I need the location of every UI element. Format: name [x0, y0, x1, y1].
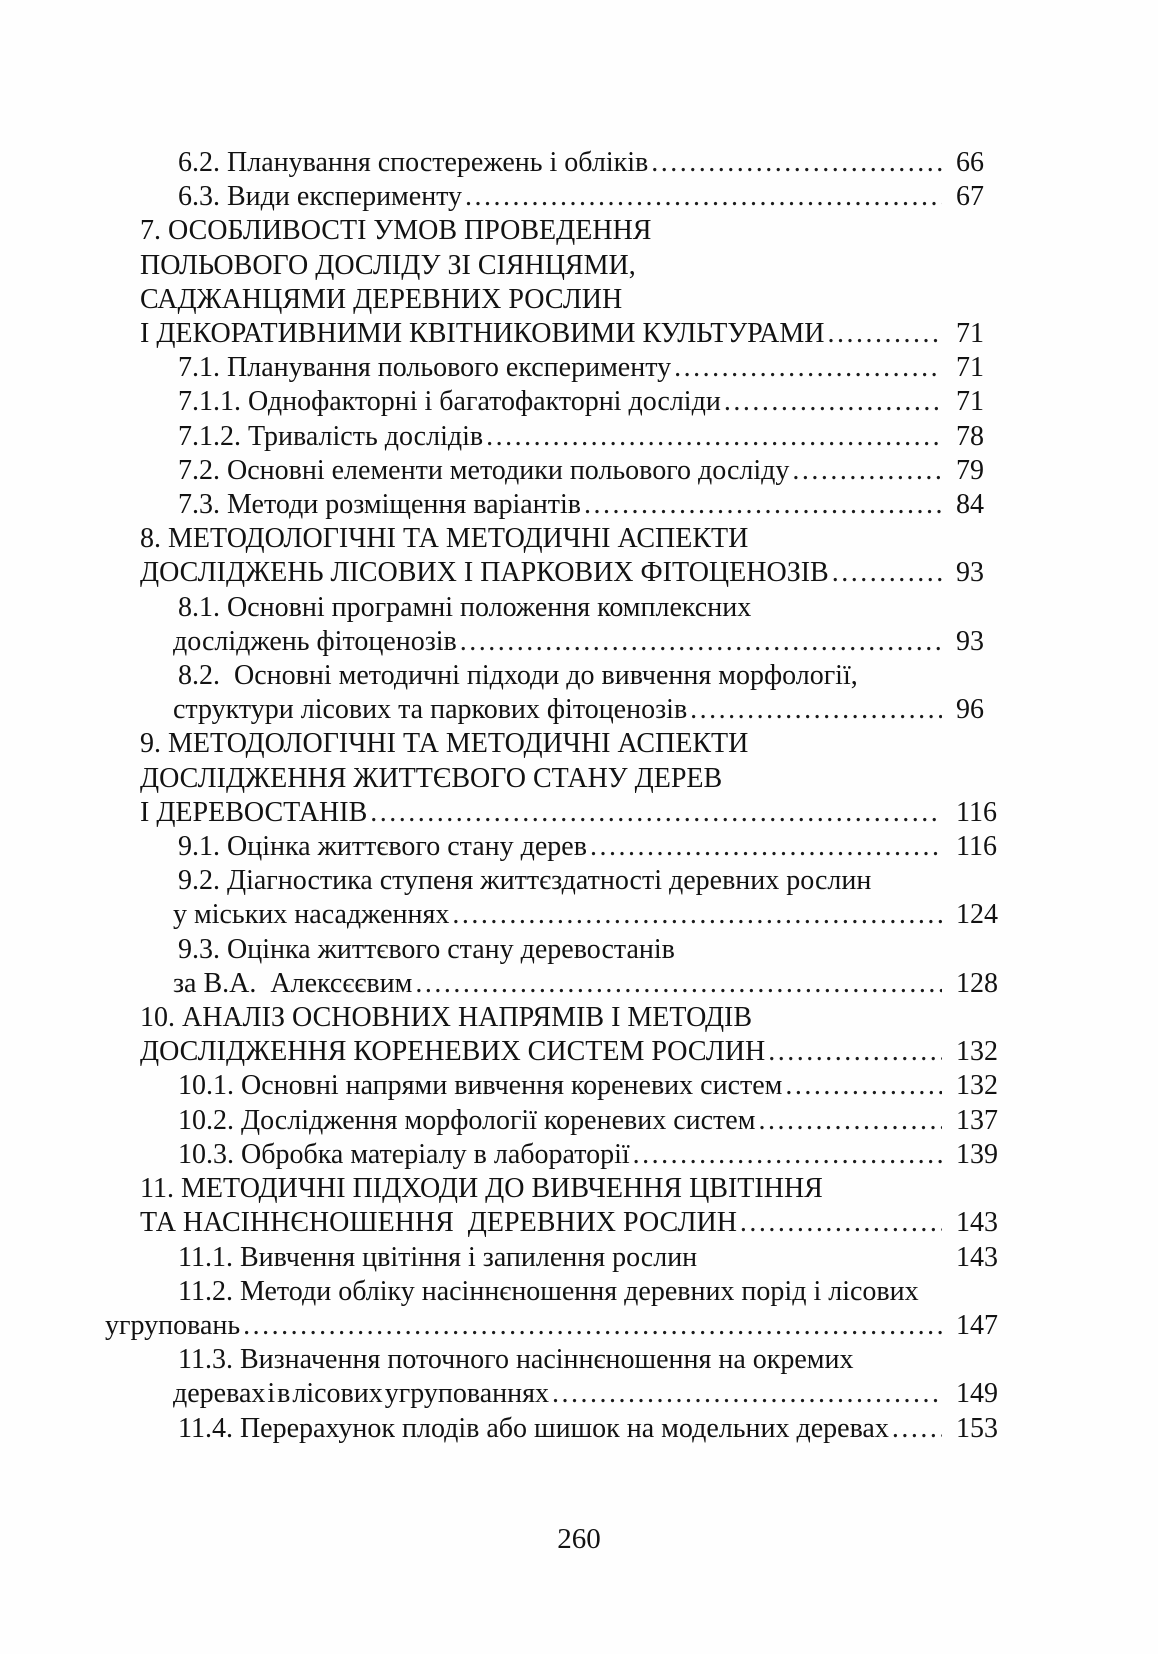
toc-row [178, 146, 1008, 180]
dot-leader [758, 1104, 942, 1138]
toc-page-number: 137 [956, 1104, 998, 1136]
toc-row [140, 214, 1008, 248]
toc-row [140, 249, 1008, 283]
toc-row [140, 727, 1008, 761]
dot-leader [584, 488, 942, 522]
toc-page-number: 78 [956, 420, 984, 452]
toc-entry-text: 10. АНАЛІЗ ОСНОВНИХ НАПРЯМІВ І МЕТОДІВ [140, 1002, 753, 1034]
dot-leader [827, 317, 942, 351]
dot-leader [465, 180, 942, 214]
dot-leader [768, 1035, 942, 1069]
toc-row [140, 1035, 1008, 1069]
toc-page-number: 66 [956, 147, 984, 178]
toc-entry-text: ДОСЛІДЖЕННЯ КОРЕНЕВИХ СИСТЕМ РОСЛИН [140, 1036, 766, 1068]
toc-page-number: 147 [956, 1309, 998, 1341]
dot-leader [370, 796, 942, 830]
toc-row [178, 1104, 1008, 1138]
dot-leader [651, 146, 942, 180]
toc-entry-text: 11.3. Визначення поточного насіннєношення на окремих [178, 1344, 854, 1376]
toc-row [178, 1412, 1008, 1446]
toc-entry-text: 9.1. Оцінка життєвого стану дерев [178, 831, 587, 863]
toc-entry-text: 7.1. Планування польового експерименту [178, 352, 672, 384]
toc-entry-text: 7.1.1. Однофакторні і багатофакторні досліди [178, 386, 721, 418]
toc-row [178, 864, 1008, 898]
toc-page-number: 128 [956, 967, 998, 999]
toc-page-number: 116 [956, 796, 997, 828]
dot-leader [690, 693, 942, 727]
dot-leader [243, 1309, 942, 1343]
toc-entry-text: деревах і в лісових угрупованнях [173, 1378, 549, 1410]
toc-row [140, 796, 1008, 830]
toc-entry-text: САДЖАНЦЯМИ ДЕРЕВНИХ РОСЛИН [140, 283, 623, 315]
toc-row [173, 693, 1008, 727]
toc-row [178, 351, 1008, 385]
toc-page-number: 149 [956, 1378, 998, 1410]
toc-entry-text: 9.2. Діагностика ступеня життєздатності деревних рослин [178, 865, 872, 897]
toc-entry-text: 6.2. Планування спостережень і обліків [178, 147, 649, 178]
toc-entry-text: 11.1. Вивчення цвітіння і запилення рослин [178, 1241, 698, 1273]
toc-row [140, 283, 1008, 317]
toc-page-number: 84 [956, 489, 984, 521]
toc-page-number: 143 [956, 1241, 998, 1273]
toc-entry-text: 7.3. Методи розміщення варіантів [178, 489, 581, 521]
toc-entry-text: 8.1. Основні програмні положення комплексних [178, 591, 752, 623]
dot-leader [892, 1412, 942, 1446]
toc-row [178, 1138, 1008, 1172]
toc-entry-text: за В.А. Алексєєвим [173, 967, 413, 999]
toc-entry-text: ДОСЛІДЖЕННЯ ЖИТТЄВОГО СТАНУ ДЕРЕВ [140, 762, 723, 794]
toc-entry-text: ДОСЛІДЖЕНЬ ЛІСОВИХ І ПАРКОВИХ ФІТОЦЕНОЗІВ [140, 557, 829, 589]
page-number: 260 [557, 1523, 601, 1555]
toc-entry-text: 8. МЕТОДОЛОГІЧНІ ТА МЕТОДИЧНІ АСПЕКТИ [140, 523, 749, 555]
toc-entry-text: 8.2. Основні методичні підходи до вивчення морфології, [178, 660, 858, 692]
toc-row [173, 625, 1008, 659]
toc-page-number: 116 [956, 831, 997, 863]
dot-leader [452, 898, 942, 932]
toc-row [178, 454, 1008, 488]
dot-leader [674, 351, 942, 385]
toc-row [140, 556, 1008, 590]
toc-row [140, 1206, 1008, 1240]
dot-leader [740, 1206, 942, 1240]
toc-entry-text: 11. МЕТОДИЧНІ ПІДХОДИ ДО ВИВЧЕННЯ ЦВІТІННЯ [140, 1173, 823, 1205]
toc-page-number: 71 [956, 386, 984, 418]
toc-entry-text: 11.2. Методи обліку насіннєношення деревних порід і лісових [178, 1275, 919, 1307]
dot-leader [552, 1377, 942, 1411]
toc-page-number: 132 [956, 1070, 998, 1102]
toc-page-number: 71 [956, 318, 984, 350]
toc-entry-text: у міських насадженнях [173, 899, 450, 931]
dot-leader [590, 830, 942, 864]
toc-row [178, 591, 1008, 625]
toc-row [178, 1069, 1008, 1103]
dot-leader [486, 420, 942, 454]
toc-row [178, 488, 1008, 522]
toc-row [178, 830, 1008, 864]
toc-row [178, 385, 1008, 419]
toc-row [173, 898, 1008, 932]
toc-entry-text: 7.1.2. Тривалість дослідів [178, 420, 484, 452]
toc-row [178, 420, 1008, 454]
toc-page-number: 153 [956, 1412, 998, 1444]
toc-entry-text: І ДЕКОРАТИВНИМИ КВІТНИКОВИМИ КУЛЬТУРАМИ [140, 318, 825, 350]
toc-entry-text: 7. ОСОБЛИВОСТІ УМОВ ПРОВЕДЕННЯ [140, 215, 652, 247]
toc-entry-text: 10.1. Основні напрями вивчення кореневих систем [178, 1070, 783, 1102]
toc-row [140, 522, 1008, 556]
toc-row [140, 1001, 1008, 1035]
toc-page-number: 143 [956, 1207, 998, 1239]
dot-leader [792, 454, 942, 488]
dot-leader [460, 625, 942, 659]
toc-row [178, 180, 1008, 214]
toc-row [105, 1309, 1008, 1343]
toc-entry-text: угруповань [105, 1309, 241, 1341]
toc-page-number: 71 [956, 352, 984, 384]
toc-entry-text: 10.2. Дослідження морфології кореневих систем [178, 1104, 756, 1136]
toc-entry-text: 7.2. Основні елементи методики польового досліду [178, 454, 790, 486]
toc-row [140, 1172, 1008, 1206]
toc-entry-text: І ДЕРЕВОСТАНІВ [140, 796, 368, 828]
toc-entry-text: досліджень фітоценозів [173, 625, 457, 657]
table-of-contents [105, 146, 1008, 1446]
toc-row [178, 659, 1008, 693]
toc-entry-text: 6.3. Види експерименту [178, 181, 463, 213]
toc-row [178, 933, 1008, 967]
dot-leader [415, 967, 942, 1001]
toc-entry-text: 11.4. Перерахунок плодів або шишок на модельних деревах [178, 1412, 889, 1444]
toc-entry-text: 9.3. Оцінка життєвого стану деревостанів [178, 933, 675, 965]
toc-page-number: 93 [956, 557, 984, 589]
toc-page-number: 124 [956, 899, 998, 931]
dot-leader [724, 385, 942, 419]
toc-page-number: 67 [956, 181, 984, 213]
toc-page-number: 132 [956, 1036, 998, 1068]
toc-entry-text: 9. МЕТОДОЛОГІЧНІ ТА МЕТОДИЧНІ АСПЕКТИ [140, 728, 749, 760]
dot-leader [785, 1069, 942, 1103]
toc-page-number: 93 [956, 625, 984, 657]
toc-page-number: 96 [956, 694, 984, 726]
dot-leader [633, 1138, 942, 1172]
toc-row [178, 1343, 1008, 1377]
toc-row [173, 1377, 1008, 1411]
toc-page-number: 139 [956, 1138, 998, 1170]
toc-row [178, 1241, 1008, 1275]
toc-entry-text: ТА НАСІННЄНОШЕННЯ ДЕРЕВНИХ РОСЛИН [140, 1207, 737, 1239]
toc-row [178, 1275, 1008, 1309]
toc-row [140, 317, 1008, 351]
toc-row [140, 762, 1008, 796]
dot-leader [832, 556, 942, 590]
toc-entry-text: структури лісових та паркових фітоценозів [173, 694, 688, 726]
toc-page-number: 79 [956, 454, 984, 486]
toc-entry-text: 10.3. Обробка матеріалу в лабораторії [178, 1138, 630, 1170]
toc-row [173, 967, 1008, 1001]
toc-entry-text: ПОЛЬОВОГО ДОСЛІДУ ЗІ СІЯНЦЯМИ, [140, 249, 636, 281]
